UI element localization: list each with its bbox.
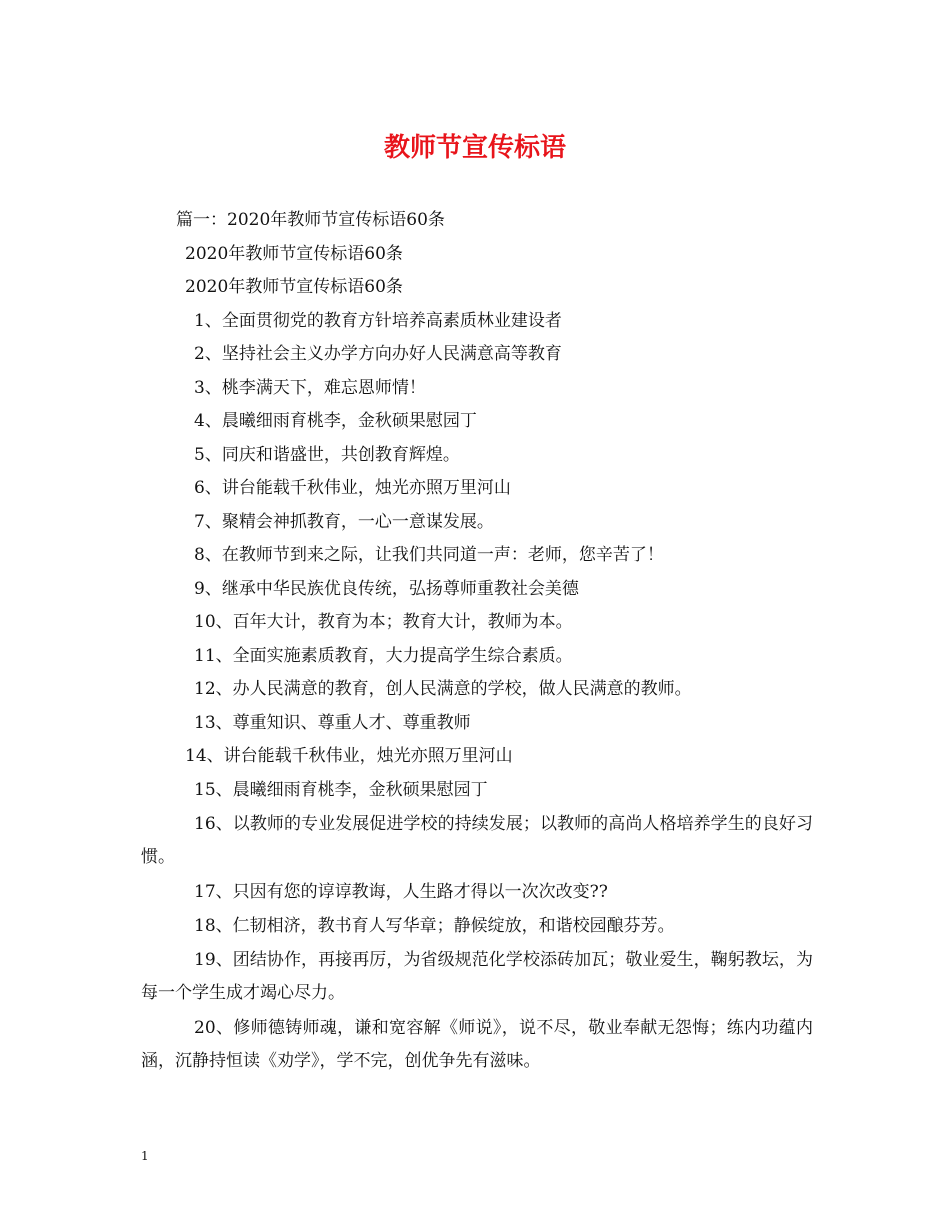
list-item: 1、全面贯彻党的教育方针培养高素质林业建设者 <box>194 311 562 331</box>
list-item: 9、继承中华民族优良传统，弘扬尊师重教社会美德 <box>194 579 579 599</box>
list-paragraph: 18、仁韧相济，教书育人写华章；静候绽放，和谐校园酿芬芳。 <box>194 916 675 936</box>
list-item: 13、尊重知识、尊重人才、尊重教师 <box>194 713 471 733</box>
document-title: 教师节宣传标语 <box>383 133 566 163</box>
subheading-line: 2020年教师节宣传标语60条 <box>185 277 403 297</box>
list-item: 3、桃李满天下，难忘恩师情！ <box>194 378 426 398</box>
list-item: 15、晨曦细雨育桃李，金秋硕果慰园丁 <box>194 780 488 800</box>
list-paragraph: 16、以教师的专业发展促进学校的持续发展；以教师的高尚人格培养学生的良好习惯。 <box>141 814 813 867</box>
list-item: 4、晨曦细雨育桃李，金秋硕果慰园丁 <box>194 411 477 431</box>
page-number: 1 <box>141 1149 149 1163</box>
list-paragraph: 20、修师德铸师魂，谦和宽容解《师说》，说不尽，敬业奉献无怨悔；练内功蕴内涵，沉静持恒读《劝学》，学不完，创优争先有滋味。 <box>141 1018 813 1071</box>
list-item: 8、在教师节到来之际，让我们共同道一声：老师，您辛苦了！ <box>194 545 664 565</box>
subheading-line: 2020年教师节宣传标语60条 <box>185 244 403 264</box>
section-heading: 篇一：2020年教师节宣传标语60条 <box>176 210 445 230</box>
list-paragraph: 17、只因有您的谆谆教诲，人生路才得以一次次改变?? <box>194 882 608 902</box>
list-item: 12、办人民满意的教育，创人民满意的学校，做人民满意的教师。 <box>194 679 692 699</box>
list-item: 10、百年大计，教育为本；教育大计，教师为本。 <box>194 612 573 632</box>
list-paragraph: 19、团结协作，再接再厉，为省级规范化学校添砖加瓦；敬业爱生，鞠躬教坛，为每一个学生成才竭心尽力。 <box>141 950 813 1003</box>
list-item: 14、讲台能载千秋伟业，烛光亦照万里河山 <box>185 746 513 766</box>
list-item: 2、坚持社会主义办学方向办好人民满意高等教育 <box>194 344 562 364</box>
list-item: 5、同庆和谐盛世，共创教育辉煌。 <box>194 445 460 465</box>
list-item: 11、全面实施素质教育，大力提高学生综合素质。 <box>194 646 573 666</box>
list-item: 6、讲台能载千秋伟业，烛光亦照万里河山 <box>194 478 511 498</box>
list-item: 7、聚精会神抓教育，一心一意谋发展。 <box>194 512 494 532</box>
